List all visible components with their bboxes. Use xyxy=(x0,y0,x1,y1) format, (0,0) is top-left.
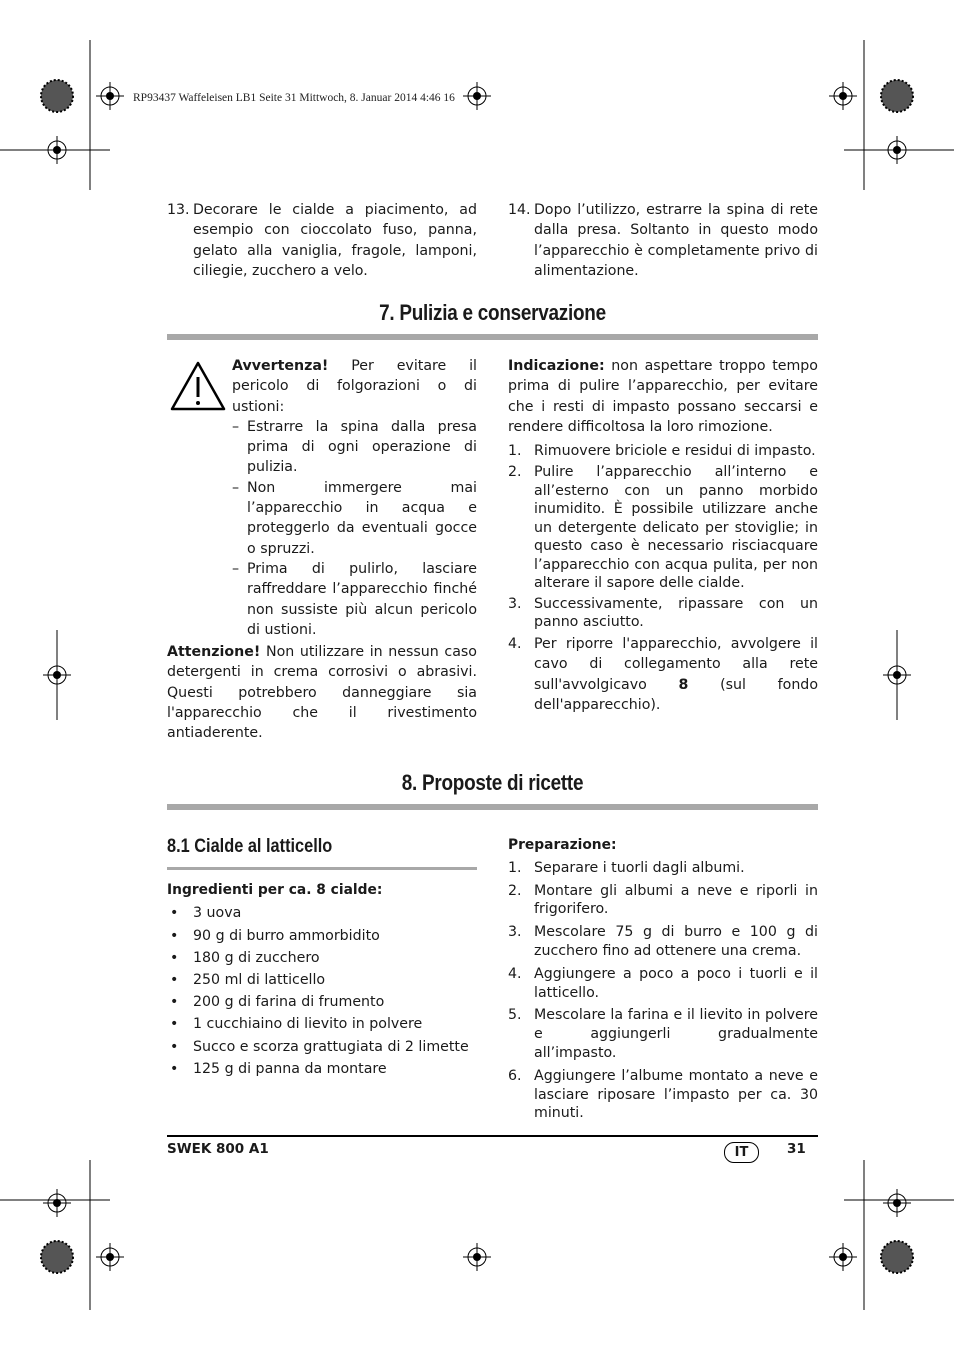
warning-block: Avvertenza! Per evitare il pericolo di folgorazioni o di ustioni: – Estrarre la spina dalla presa prima di ogni operazione di pulizia. – Non immergere mai l’apparecchio in acqua e proteggerlo da eventuali gocce o spruzzi. – Prima di pulirlo, lasciare raffreddare l’apparecchio finché non sussiste più alcun pericolo di ustioni. xyxy=(232,358,477,638)
caution-text: Non utilizzare in nessun caso detergenti in crema corrosivi o abrasivi. Questi potrebbero danneggiare sia l'apparecchio che il rivestimento antiaderente. xyxy=(167,644,477,742)
section-8-bar xyxy=(167,804,818,810)
prep-step: Aggiungere l’albume montato a neve e lasciare riposare l’impasto per ca. 30 minuti. xyxy=(534,1067,818,1122)
preparation-block: Preparazione: 1. Separare i tuorli dagli albumi. 2. Montare gli albumi a neve e riporli in frigorifero. 3. Mescolare 75 g di burro e 100 g di zucchero fino ad ottenere una crema. 4. Aggiungere a poco a poco i tuorli e il latticello. 5. Mescolare la farina e il lievito in polvere e aggiungerli gradualmente all’impasto. 6. Aggiungere l’albume montato a neve e lasciare riposare l’impasto per ca. 30 minuti. xyxy=(508,837,818,1122)
ingredient: • 180 g di zucchero xyxy=(167,947,477,969)
print-header: RP93437 Waffeleisen LB1 Seite 31 Mittwoch, 8. Januar 2014 4:46 16 xyxy=(133,92,455,104)
section-7-title: 7. Pulizia e conservazione xyxy=(379,300,606,325)
step-13 xyxy=(167,200,477,281)
warning-label: Avvertenza! xyxy=(232,358,329,374)
warning-text: Per evitare il pericolo di folgorazioni o di ustioni: xyxy=(232,358,477,415)
prep-step: Separare i tuorli dagli albumi. xyxy=(534,859,745,876)
step-text: Dopo l’utilizzo, estrarre la spina di rete dalla presa. Soltanto in questo modo l’apparecchio è completamente privo di alimentazione. xyxy=(534,202,818,279)
note-label: Indicazione: xyxy=(508,358,605,374)
step-text: Decorare le cialde a piacimento, ad esempio con cioccolato fuso, panna, gelato alla vaniglia, fragole, lamponi, ciliegie, zucchero a velo. xyxy=(193,202,477,279)
footer-model: SWEK 800 A1 xyxy=(167,1141,269,1157)
ingredients-label: Ingredienti per ca. 8 cialde: xyxy=(167,882,383,898)
caution-block xyxy=(167,642,477,743)
cleaning-step: Pulire l’apparecchio all’interno e all’esterno con un panno morbido inumidito. È possibile utilizzare anche un detergente delicato per stoviglie; in questo caso è necessario risciacquare l’apparecchio con acqua pulita, per non alterare il sapore delle cialde. xyxy=(534,464,818,592)
warning-triangle-icon xyxy=(169,360,227,412)
prep-step: Mescolare 75 g di burro e 100 g di zucchero fino ad ottenere una crema. xyxy=(534,924,818,959)
prep-step: Montare gli albumi a neve e riporli in frigorifero. xyxy=(534,882,818,918)
note-block: Indicazione: non aspettare troppo tempo prima di pulire l’apparecchio, per evitare che i resti di impasto possano seccarsi e rendere difficoltosa la loro rimozione. 1. Rimuovere briciole e residui di impasto. 2. Pulire l’apparecchio all’interno e all’esterno con un panno morbido inumidito. È possibile utilizzare anche un detergente delicato per stoviglie; in questo caso è necessario risciacquare l’apparecchio con acqua pulita, per non alterare il sapore delle cialde. 3. Successivamente, ripassare con un panno asciutto. 4. Per riporre l'apparecchio, avvolgere il cavo di collegamento alla rete sull'avvolgicavo 8 (sul fondo dell'apparecchio). xyxy=(508,358,818,713)
footer-rule xyxy=(167,1135,818,1137)
prep-label: Preparazione: xyxy=(508,837,617,853)
caution-label: Attenzione! xyxy=(167,644,261,660)
warning-item: Estrarre la spina dalla presa prima di ogni operazione di pulizia. xyxy=(247,418,477,476)
cleaning-step: Rimuovere briciole e residui di impasto. xyxy=(534,443,816,460)
ingredient: • 125 g di panna da montare xyxy=(167,1058,477,1080)
ingredient: • 3 uova xyxy=(167,902,477,924)
ingredient: • 90 g di burro ammorbidito xyxy=(167,925,477,947)
cleaning-step: Per riporre l'apparecchio, avvolgere il cavo di collegamento alla rete sull'avvolgicavo xyxy=(534,635,818,693)
section-8-title: 8. Proposte di ricette xyxy=(401,770,584,795)
step-number: 13. xyxy=(167,202,190,218)
ingredient: • 1 cucchiaino di lievito in polvere xyxy=(167,1013,477,1035)
prep-step: Aggiungere a poco a poco i tuorli e il latticello. xyxy=(534,965,818,1001)
step-14 xyxy=(508,200,818,281)
cleaning-step: Successivamente, ripassare con un panno asciutto. xyxy=(534,595,818,631)
note-text: non aspettare troppo tempo prima di pulire l’apparecchio, per evitare che i resti di impasto possano seccarsi e rendere difficoltosa la loro rimozione. xyxy=(508,358,818,435)
page-number: 31 xyxy=(787,1141,806,1157)
language-badge xyxy=(724,1142,759,1163)
language-code: IT xyxy=(734,1145,749,1160)
ingredients-block xyxy=(167,880,477,1080)
ingredient: • 200 g di farina di frumento xyxy=(167,991,477,1013)
warning-item: Non immergere mai l’apparecchio in acqua e proteggerlo da eventuali gocce o spruzzi. xyxy=(247,479,477,557)
step-number: 14. xyxy=(508,202,531,218)
prep-step: Mescolare la farina e il lievito in polvere e aggiungerli gradualmente all’impasto. xyxy=(534,1007,818,1061)
ingredient: • Succo e scorza grattugiata di 2 limette xyxy=(167,1036,477,1058)
warning-item: Prima di pulirlo, lasciare raffreddare l’apparecchio finché non sussiste più alcun pericolo di ustioni. xyxy=(247,560,477,638)
recipe-title: 8.1 Cialde al latticello xyxy=(167,836,333,857)
ingredient: • 250 ml di latticello xyxy=(167,969,477,991)
section-7-bar xyxy=(167,334,818,340)
recipe-rule xyxy=(167,867,477,870)
